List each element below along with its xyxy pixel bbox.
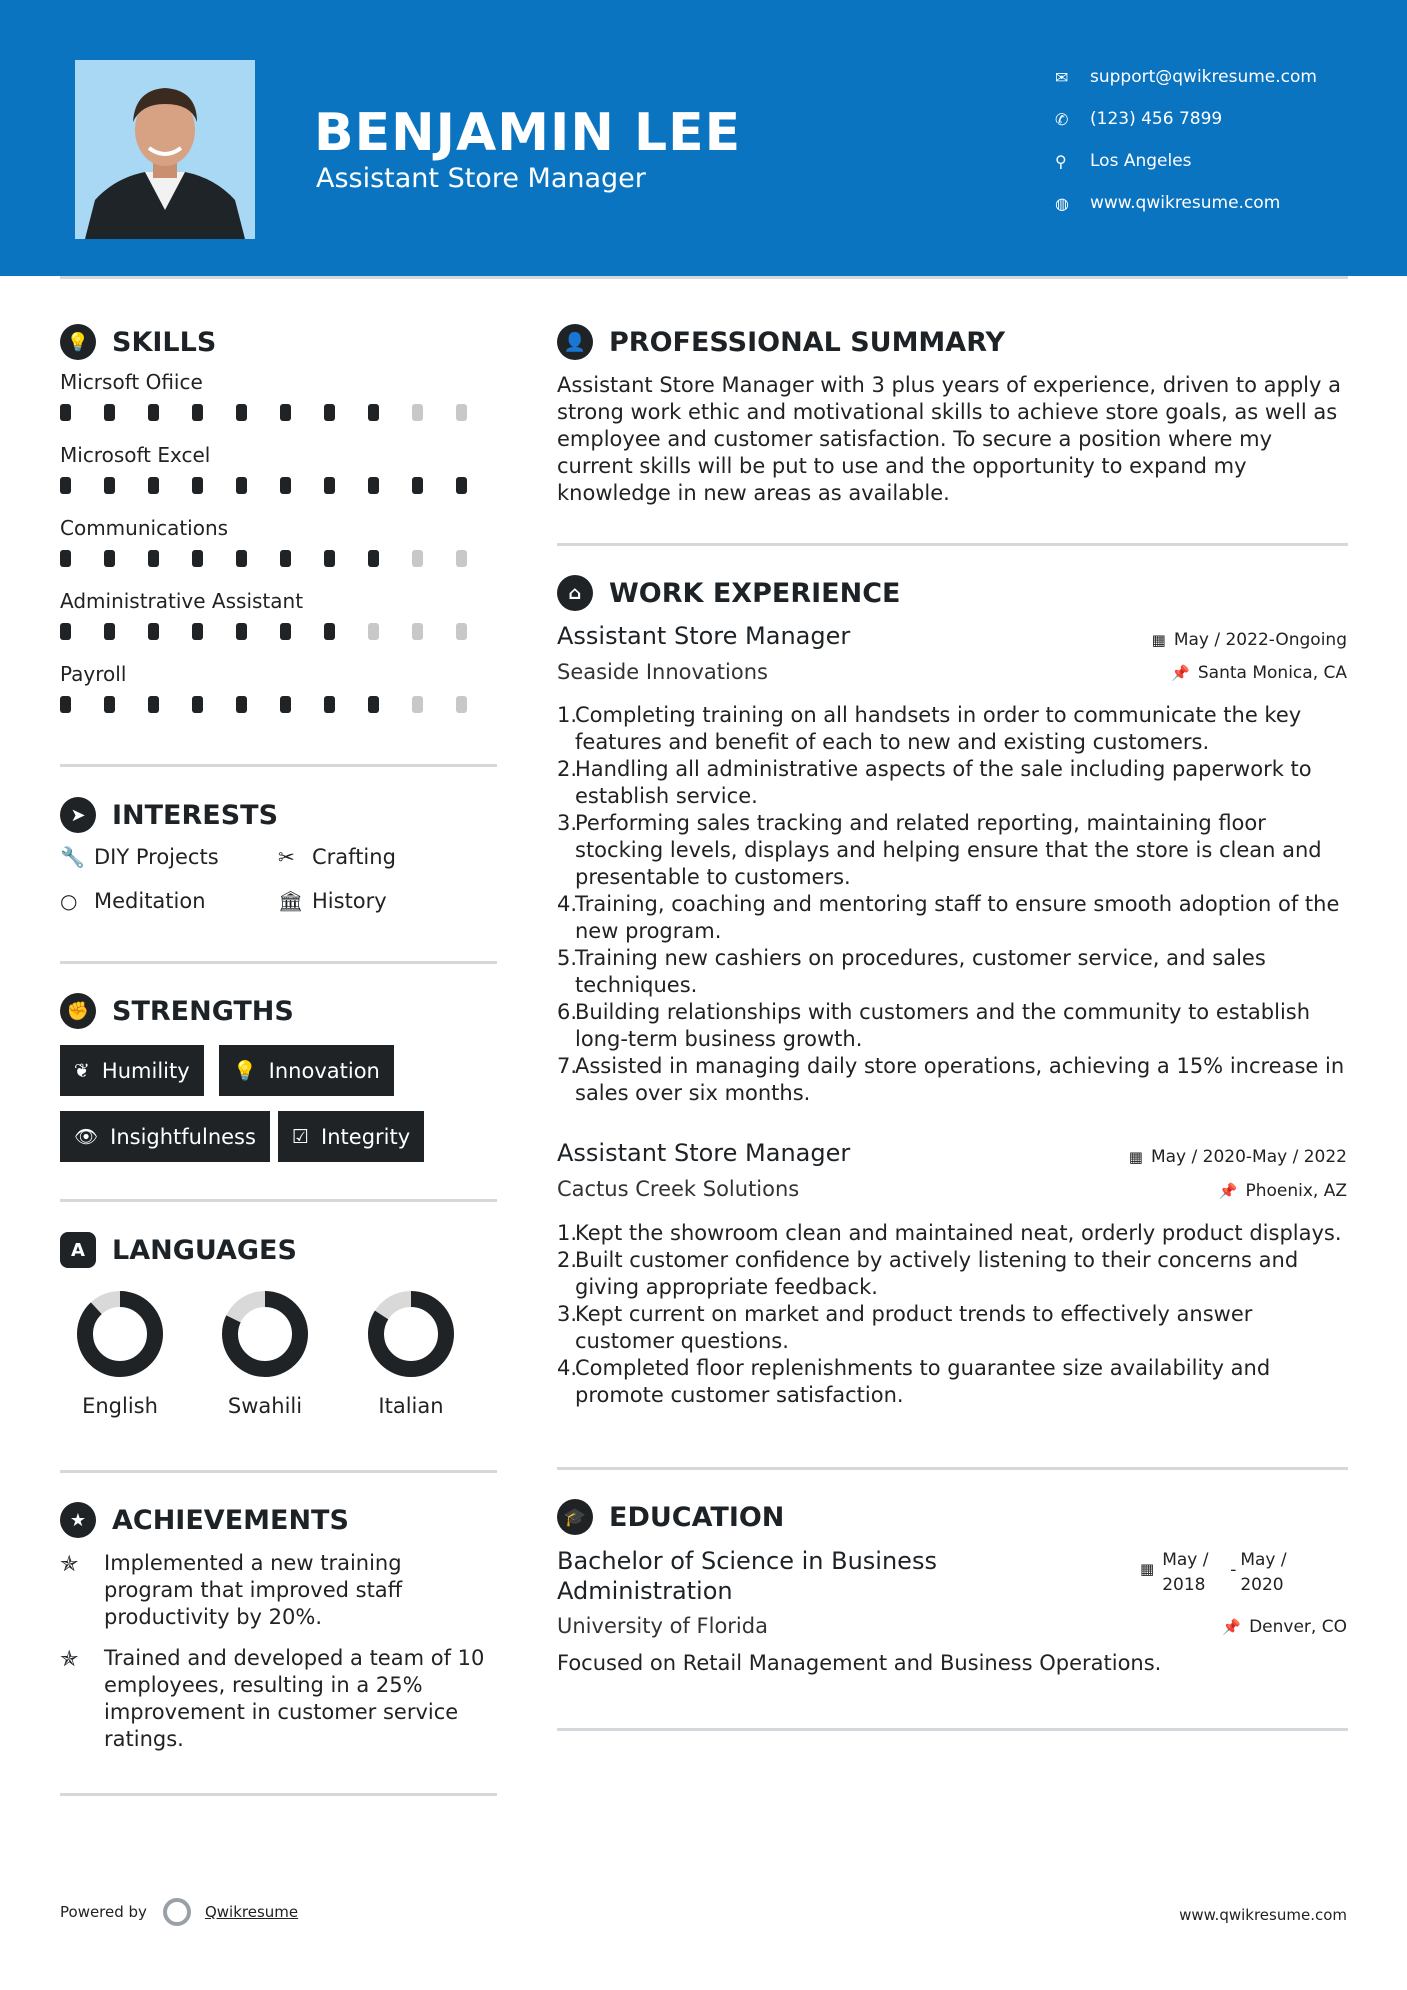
job-bullet (557, 1355, 1347, 1409)
star-icon: ✯ (60, 1647, 79, 1672)
languages-title: LANGUAGES (112, 1234, 297, 1266)
skills-title: SKILLS (112, 326, 217, 358)
skill-name: Payroll (60, 662, 127, 686)
job-bullet (557, 1301, 1347, 1355)
language-proficiency-ring (76, 1290, 164, 1378)
bullet-number: 1. (557, 1221, 578, 1245)
museum-icon: 🏛 (278, 889, 304, 913)
skill-name: Communications (60, 516, 229, 540)
education-location (1222, 1617, 1347, 1637)
languages-heading (60, 1232, 297, 1268)
skill-dot-filled (324, 623, 335, 640)
achievement-item (60, 1550, 500, 1631)
skill-dot-filled (192, 696, 203, 713)
skill-dot-filled (236, 404, 247, 421)
skill-rating (60, 696, 500, 713)
skill-dot-filled (324, 550, 335, 567)
strength-label: Humility (101, 1058, 190, 1083)
bullet-text: Kept the showroom clean and maintained neat, orderly product displays. (575, 1221, 1342, 1245)
skill-rating (60, 550, 500, 567)
achievements-heading (60, 1502, 349, 1538)
job-location-text: Phoenix, AZ (1245, 1181, 1347, 1201)
bullet-text: Completing training on all handsets in order to communicate the key features and benefit of each to new and existing customers. (575, 703, 1302, 754)
contact-location-text: Los Angeles (1090, 151, 1192, 171)
user-icon: 👤 (557, 324, 593, 360)
skill-row (60, 516, 500, 567)
job-bullet (557, 891, 1347, 945)
skill-dot-filled (280, 404, 291, 421)
skill-dot-filled (236, 623, 247, 640)
language-item (205, 1290, 325, 1418)
experience-heading (557, 575, 900, 611)
bullet-number: 2. (557, 1248, 578, 1272)
skills-heading (60, 324, 216, 360)
contact-website-text[interactable]: www.qwikresume.com (1090, 193, 1281, 213)
job-dates-text: May / 2020-May / 2022 (1150, 1147, 1347, 1167)
strength-tag (60, 1111, 270, 1162)
strength-tag (278, 1111, 424, 1162)
strengths-title: STRENGTHS (112, 995, 294, 1027)
phone-icon: ✆ (1055, 109, 1069, 129)
lightbulb-icon: 💡 (233, 1060, 257, 1082)
skill-dot-empty (368, 623, 379, 640)
office-chair-icon: ⌂ (557, 575, 593, 611)
skill-dot-filled (412, 477, 423, 494)
skill-name: Administrative Assistant (60, 589, 304, 613)
check-square-icon: ☑ (292, 1125, 310, 1148)
bullet-text: Kept current on market and product trends to effectively answer customer questions. (575, 1302, 1253, 1353)
candidate-title: Assistant Store Manager (316, 163, 646, 194)
candidate-name: BENJAMIN LEE (314, 103, 742, 163)
skill-dot-empty (412, 404, 423, 421)
bullet-text: Training, coaching and mentoring staff to ensure smooth adoption of the new program. (575, 892, 1340, 943)
job-bullet (557, 702, 1347, 756)
interests-heading (60, 797, 278, 833)
skill-dot-filled (60, 696, 71, 713)
language-name: Italian (378, 1394, 444, 1418)
language-proficiency-ring (367, 1290, 455, 1378)
star-badge-icon: ★ (60, 1502, 96, 1538)
job-bullet (557, 1053, 1347, 1107)
skill-dot-empty (456, 550, 467, 567)
job-bullet-list (557, 1220, 1347, 1409)
skill-dot-filled (192, 550, 203, 567)
skill-dot-filled (280, 477, 291, 494)
job-bullet (557, 810, 1347, 891)
skill-dot-filled (104, 404, 115, 421)
summary-text: Assistant Store Manager with 3 plus years of experience, driven to apply a strong work ethic and motivational skills to achieve store goals, as well as employee and customer satisfaction. To secure a position where my current skills will be put to use and the opportunity to expand my knowledge in new areas as available. (557, 373, 1341, 505)
education-school: University of Florida (557, 1614, 768, 1638)
job-location (1219, 1181, 1347, 1201)
skill-dot-filled (148, 623, 159, 640)
skill-dot-filled (280, 696, 291, 713)
bullet-number: 2. (557, 757, 578, 781)
lightbulb-icon: 💡 (60, 324, 96, 360)
job-bullet-list (557, 702, 1347, 1107)
skill-dot-filled (236, 550, 247, 567)
bullet-text: Performing sales tracking and related reporting, maintaining floor stocking levels, displays and helping ensure that the store is clean and presentable to customers. (575, 811, 1322, 889)
interests-title: INTERESTS (112, 799, 279, 831)
skill-dot-filled (368, 404, 379, 421)
strength-label: Innovation (268, 1058, 380, 1083)
skill-rating (60, 477, 500, 494)
map-pin-icon: ⚲ (1055, 151, 1067, 171)
bullet-number: 3. (557, 1302, 578, 1326)
calendar-icon: ▦ (1151, 631, 1166, 649)
bullet-text: Handling all administrative aspects of the sale including paperwork to establish service. (575, 757, 1312, 808)
bullet-text: Building relationships with customers and the community to establish long-term business growth. (575, 1000, 1311, 1051)
star-icon: ✯ (60, 1552, 79, 1577)
divider (60, 1470, 497, 1473)
skill-name: Microsoft Excel (60, 443, 211, 467)
skill-dot-filled (148, 477, 159, 494)
bullet-text: Training new cashiers on procedures, customer service, and sales techniques. (575, 946, 1266, 997)
skill-dot-filled (148, 404, 159, 421)
job-bullet (557, 756, 1347, 810)
header-divider (60, 276, 1348, 279)
date-separator: - (1230, 1560, 1237, 1580)
skill-row (60, 589, 500, 640)
interest-label: History (312, 889, 387, 913)
skill-dot-filled (324, 477, 335, 494)
job-role: Assistant Store Manager (557, 1139, 851, 1167)
skill-dot-filled (60, 404, 71, 421)
job-dates-text: May / 2022-Ongoing (1173, 630, 1347, 650)
divider (557, 543, 1348, 546)
skill-dot-filled (60, 623, 71, 640)
contact-email[interactable] (1055, 56, 1317, 98)
skill-dot-filled (280, 550, 291, 567)
bullet-number: 4. (557, 1356, 578, 1380)
skill-dot-filled (148, 696, 159, 713)
interest-item (60, 889, 206, 913)
graduate-icon: 🎓 (557, 1499, 593, 1535)
bullet-number: 1. (557, 703, 578, 727)
skill-rating (60, 623, 500, 640)
contact-phone-text[interactable]: (123) 456 7899 (1090, 109, 1223, 129)
footer-website[interactable]: www.qwikresume.com (1179, 1906, 1347, 1924)
summary-title: PROFESSIONAL SUMMARY (609, 326, 1006, 358)
fist-icon: ✊ (60, 993, 96, 1029)
job-bullet (557, 1247, 1347, 1301)
bullet-number: 3. (557, 811, 578, 835)
resume-header (0, 0, 1407, 276)
achievements-title: ACHIEVEMENTS (112, 1504, 349, 1536)
education-dates (1140, 1548, 1304, 1598)
bullet-number: 6. (557, 1000, 578, 1024)
calendar-icon: ▦ (1128, 1148, 1143, 1166)
strength-tag (60, 1045, 204, 1096)
job-dates (1129, 1147, 1347, 1167)
contact-list (1055, 56, 1317, 224)
bullet-number: 5. (557, 946, 578, 970)
skill-dot-filled (148, 550, 159, 567)
skill-dot-empty (456, 623, 467, 640)
skill-rating (60, 404, 500, 421)
divider (60, 764, 497, 767)
interest-label: DIY Projects (94, 845, 219, 869)
education-end: May / 2020 (1240, 1550, 1287, 1595)
summary-heading (557, 324, 1005, 360)
skill-dot-filled (192, 404, 203, 421)
skill-dot-empty (456, 696, 467, 713)
achievement-text: Trained and developed a team of 10 employees, resulting in a 25% improvement in customer service ratings. (104, 1646, 485, 1751)
education-note: Focused on Retail Management and Business Operations. (557, 1651, 1162, 1675)
powered-by-text: Powered by (60, 1903, 147, 1921)
globe-icon: ◍ (1055, 193, 1069, 213)
skill-dot-filled (368, 477, 379, 494)
contact-phone[interactable] (1055, 98, 1317, 140)
qwikresume-logo-icon (163, 1898, 191, 1926)
divider (60, 1793, 497, 1796)
strength-tag (219, 1045, 394, 1096)
language-proficiency-ring (221, 1290, 309, 1378)
job-location-text: Santa Monica, CA (1197, 663, 1347, 683)
skill-name: Micrsoft Ofiice (60, 370, 203, 394)
job-company: Seaside Innovations (557, 660, 768, 684)
skill-dot-filled (456, 477, 467, 494)
language-item (351, 1290, 471, 1418)
brand-link[interactable]: Qwikresume (204, 1903, 299, 1921)
bullet-text: Assisted in managing daily store operations, achieving a 15% increase in sales over six months. (575, 1054, 1345, 1105)
skill-dot-filled (104, 550, 115, 567)
envelope-icon: ✉ (1055, 67, 1069, 87)
language-name: English (82, 1394, 158, 1418)
divider (557, 1728, 1348, 1731)
skill-dot-filled (60, 550, 71, 567)
experience-title: WORK EXPERIENCE (609, 577, 901, 609)
bullet-number: 7. (557, 1054, 578, 1078)
circle-icon: ○ (60, 889, 78, 913)
skill-dot-filled (236, 696, 247, 713)
job-location (1171, 663, 1347, 683)
calendar-icon: ▦ (1140, 1560, 1155, 1578)
education-heading (557, 1499, 784, 1535)
profile-photo (75, 60, 255, 239)
language-name: Swahili (227, 1394, 303, 1418)
skill-dot-filled (104, 623, 115, 640)
interest-item (278, 889, 387, 913)
skill-dot-filled (324, 696, 335, 713)
bullet-text: Built customer confidence by actively listening to their concerns and giving appropriate feedback. (575, 1248, 1299, 1299)
bullet-number: 4. (557, 892, 578, 916)
education-start: May / 2018 (1162, 1550, 1209, 1595)
ring-fill (85, 1299, 155, 1369)
achievement-text: Implemented a new training program that improved staff productivity by 20%. (104, 1551, 403, 1629)
leaf-icon: ❦ (74, 1059, 90, 1082)
divider (60, 1199, 497, 1202)
strength-label: Integrity (321, 1124, 411, 1149)
interest-label: Crafting (312, 845, 396, 869)
education-location-text: Denver, CO (1249, 1617, 1347, 1637)
skill-row (60, 662, 500, 713)
skill-dot-filled (280, 623, 291, 640)
skill-dot-empty (456, 404, 467, 421)
language-item (60, 1290, 180, 1418)
skill-dot-filled (104, 477, 115, 494)
bullet-text: Completed floor replenishments to guarantee size availability and promote customer satisfaction. (575, 1356, 1271, 1407)
job-company: Cactus Creek Solutions (557, 1177, 800, 1201)
pushpin-icon: 📌 (1218, 1182, 1238, 1200)
interest-label: Meditation (94, 889, 206, 913)
footer-powered-by (60, 1898, 298, 1926)
interest-item (278, 845, 396, 869)
job-role: Assistant Store Manager (557, 622, 851, 650)
eye-icon: 👁 (74, 1126, 99, 1148)
job-dates (1152, 630, 1347, 650)
skill-dot-filled (104, 696, 115, 713)
language-icon: A (60, 1232, 96, 1268)
skill-dot-filled (368, 550, 379, 567)
skill-dot-filled (324, 404, 335, 421)
achievement-item (60, 1645, 500, 1753)
skill-dot-filled (236, 477, 247, 494)
wrench-icon: 🔧 (60, 845, 85, 869)
skill-dot-filled (368, 696, 379, 713)
interest-item (60, 845, 219, 869)
scissors-icon: ✂ (278, 845, 295, 869)
paper-plane-icon: ➤ (60, 797, 96, 833)
skill-dot-filled (60, 477, 71, 494)
skill-dot-empty (412, 623, 423, 640)
skill-row (60, 443, 500, 494)
divider (60, 961, 497, 964)
job-bullet (557, 999, 1347, 1053)
contact-location (1055, 140, 1317, 182)
job-bullet (557, 945, 1347, 999)
contact-email-text[interactable]: support@qwikresume.com (1090, 67, 1317, 87)
education-title: EDUCATION (609, 1501, 785, 1533)
strength-label: Insightfulness (110, 1124, 256, 1149)
pushpin-icon: 📌 (1171, 664, 1190, 682)
contact-website[interactable] (1055, 182, 1317, 224)
skill-dot-filled (192, 623, 203, 640)
pushpin-icon: 📌 (1222, 1618, 1242, 1636)
skill-dot-empty (412, 696, 423, 713)
skill-row (60, 370, 500, 421)
skill-dot-filled (192, 477, 203, 494)
education-degree: Bachelor of Science in Business Administration (557, 1547, 937, 1605)
strengths-heading (60, 993, 294, 1029)
skill-dot-empty (412, 550, 423, 567)
divider (557, 1467, 1348, 1470)
job-bullet (557, 1220, 1347, 1247)
